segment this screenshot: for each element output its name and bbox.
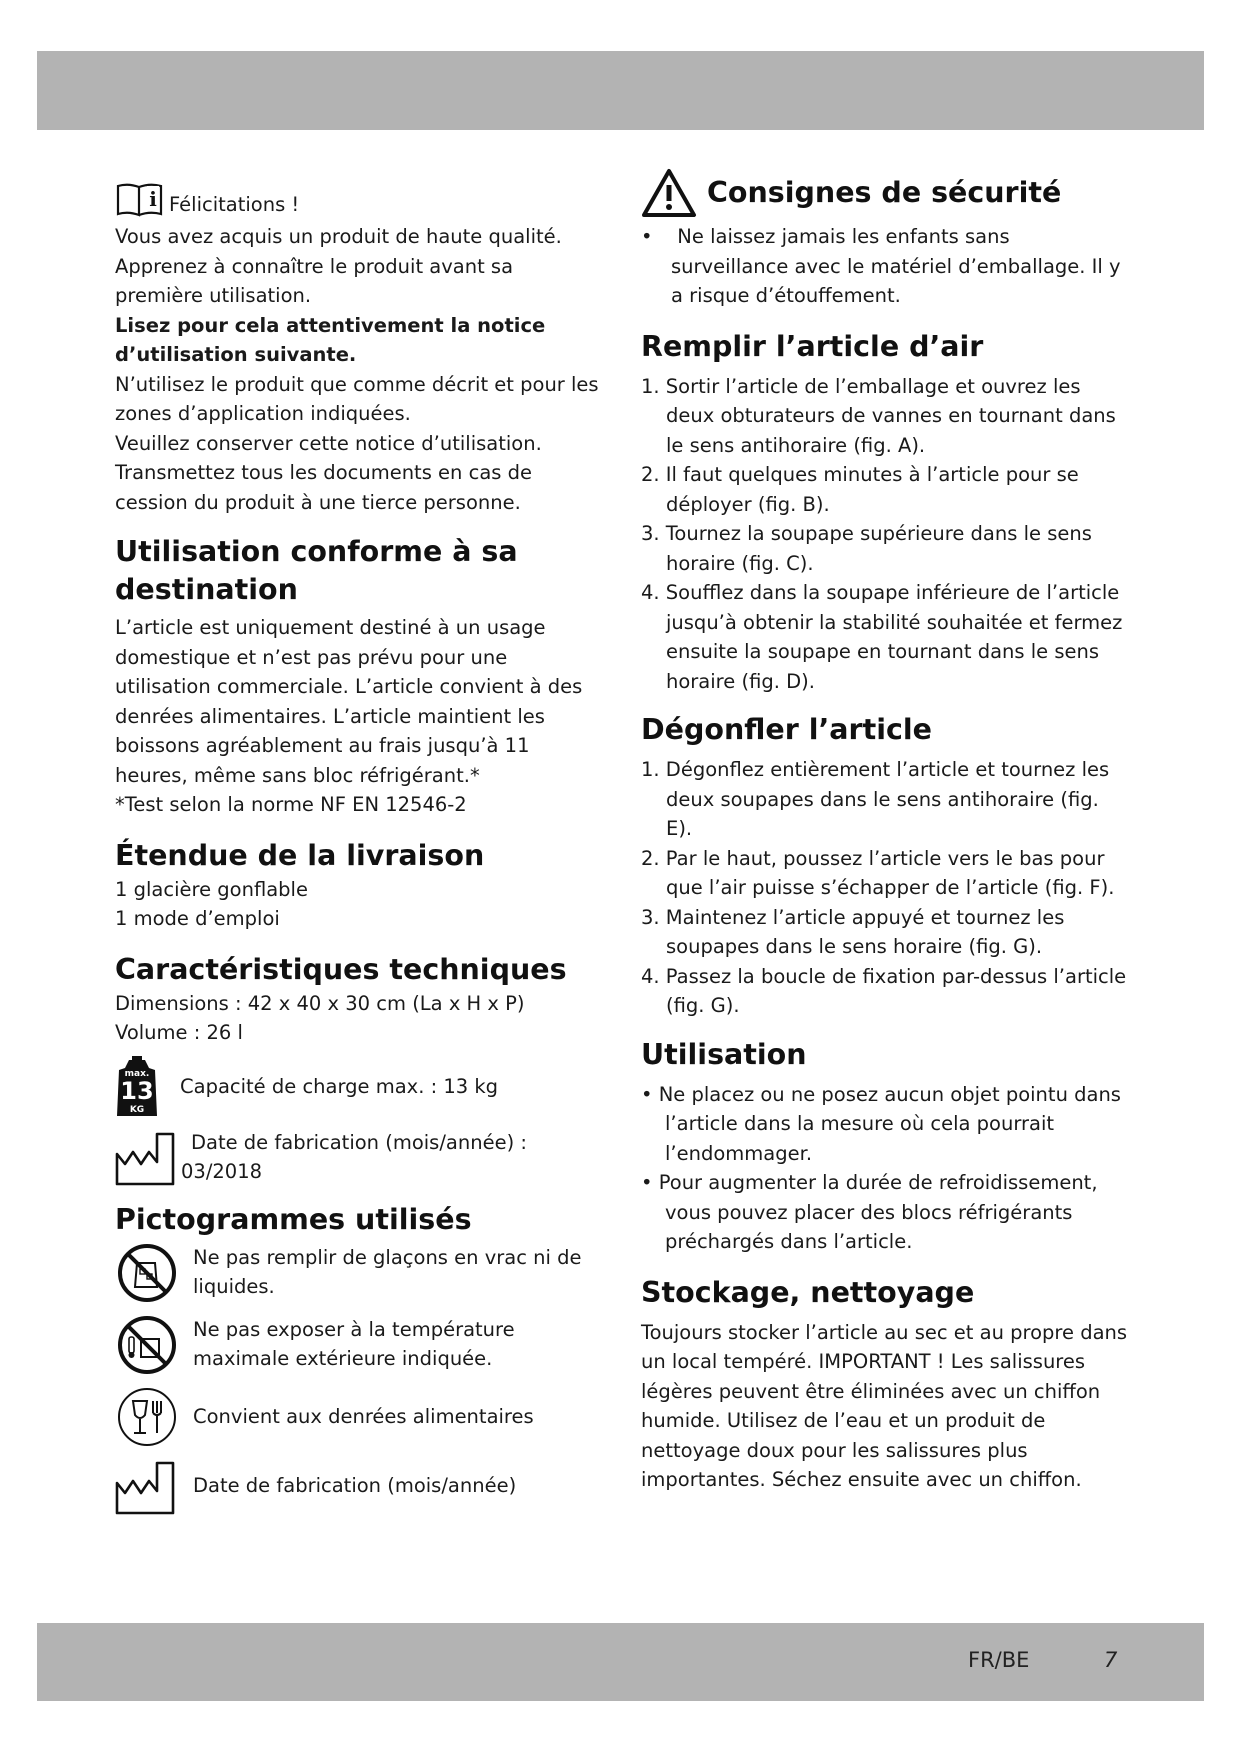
picto-row (115, 1313, 605, 1377)
capacity-row (115, 1054, 605, 1120)
list-item: 4. Passez la boucle de fixation par-dessus l’article (fig. G). (641, 964, 1127, 1017)
safety-list (641, 222, 1131, 311)
intro-greeting-row (115, 182, 605, 218)
right-column (641, 168, 1131, 1495)
list-item: 4. Soufflez dans la soupape inférieure de l’article jusqu’à obtenir la stabilité souhaitée et fermez ensuite la soupape en tournant dans le sens horaire (fig. D). (641, 581, 1123, 693)
factory-icon (115, 1128, 177, 1186)
capacity-text: Capacité de charge max. : 13 kg (180, 1074, 499, 1098)
no-ice-icon (115, 1241, 179, 1305)
factory-icon (115, 1457, 177, 1515)
manufacture-date: 03/2018 (181, 1160, 263, 1183)
picto-row (115, 1457, 605, 1515)
weight-max-icon (115, 1054, 159, 1120)
list-item: • Ne placez ou ne posez aucun objet pointu dans l’article dans la mesure où cela pourrait l’endommager. (641, 1082, 1121, 1165)
delivery-item: 1 mode d’emploi (115, 907, 280, 930)
storage-text: Toujours stocker l’article au sec et au propre dans un local tempéré. IMPORTANT ! Les salissures légères peuvent être éliminées avec un chiffon humide. Utilisez de l’eau et un produit de nettoyage doux pour les salissures plus importantes. Séchez ensuite avec un chiffon. (641, 1320, 1128, 1491)
list-item: 3. Maintenez l’article appuyé et tournez les soupapes dans le sens horaire (fig. G). (641, 905, 1065, 958)
list-item: 2. Il faut quelques minutes à l’article pour se déployer (fig. B). (641, 463, 1079, 516)
picto-text-no-ice: Ne pas remplir de glaçons en vrac ni de liquides. (193, 1245, 582, 1298)
manufacture-row (115, 1128, 605, 1187)
delivery-item: 1 glacière gonflable (115, 877, 308, 901)
usage-title: Utilisation conforme à sa destination (115, 535, 518, 606)
use-list (641, 1080, 1131, 1257)
left-column (115, 182, 605, 1515)
intro-paragraph-3: Veuillez conserver cette notice d’utilisation. Transmettez tous les documents en cas de cession du produit à une tierce personne. (115, 431, 542, 514)
safety-title: Consignes de sécurité (707, 176, 1062, 209)
tech-title: Caractéristiques techniques (115, 952, 567, 986)
picto-row (115, 1241, 605, 1305)
delivery-title: Étendue de la livraison (115, 838, 485, 872)
page-number: 7 (1104, 1648, 1118, 1672)
storage-title: Stockage, nettoyage (641, 1275, 975, 1309)
tech-dimensions: Dimensions : 42 x 40 x 30 cm (La x H x P) (115, 991, 525, 1015)
food-safe-icon (115, 1385, 179, 1449)
weight-icon-unit: KG (129, 1104, 145, 1115)
footer-language: FR/BE (968, 1648, 1030, 1672)
list-item: • Ne laissez jamais les enfants sans surveillance avec le matériel d’emballage. Il y a risque d’étouffement. (641, 225, 1121, 307)
picto-text-no-heat: Ne pas exposer à la température maximale extérieure indiquée. (193, 1317, 515, 1370)
tech-volume: Volume : 26 l (115, 1021, 243, 1044)
deflate-steps (641, 755, 1131, 1021)
intro-bold-note: Lisez pour cela attentivement la notice d’utilisation suivante. (115, 313, 546, 366)
weight-icon-number: 13 (120, 1076, 154, 1105)
list-item: 3. Tournez la soupape supérieure dans le sens horaire (fig. C). (641, 522, 1092, 575)
no-heat-icon (115, 1313, 179, 1377)
fill-steps (641, 372, 1131, 697)
list-item: 1. Dégonflez entièrement l’article et tournez les deux soupapes dans le sens antihoraire (fig. E). (641, 758, 1110, 840)
header-band (37, 51, 1204, 130)
safety-item-text: Ne laissez jamais les enfants sans surveillance avec le matériel d’emballage. Il y a risque d’étouffement. (671, 225, 1121, 307)
list-item: 1. Sortir l’article de l’emballage et ouvrez les deux obturateurs de vannes en tournant dans le sens antihoraire (fig. A). (641, 374, 1116, 457)
manufacture-label: Date de fabrication (mois/année) : (191, 1130, 527, 1154)
svg-text:i: i (149, 187, 157, 211)
safety-heading (641, 168, 1131, 218)
picto-row (115, 1385, 605, 1449)
pictos-title: Pictogrammes utilisés (115, 1202, 472, 1236)
manufacture-text (181, 1128, 527, 1187)
intro-paragraph-2: N’utilisez le produit que comme décrit et pour les zones d’application indiquées. (115, 372, 599, 425)
usage-note: *Test selon la norme NF EN 12546-2 (115, 793, 467, 816)
warning-triangle-icon (641, 168, 697, 218)
list-item: 2. Par le haut, poussez l’article vers le bas pour que l’air puisse s’échapper de l’article (fig. F). (641, 846, 1115, 899)
use-title: Utilisation (641, 1037, 807, 1071)
list-item: • Pour augmenter la durée de refroidissement, vous pouvez placer des blocs réfrigérants préchargés dans l’article. (641, 1171, 1098, 1253)
deflate-title: Dégonfler l’article (641, 713, 932, 746)
intro-greeting: Félicitations ! (169, 193, 300, 216)
weight-icon-top-text: max. (124, 1068, 150, 1079)
fill-title: Remplir l’article d’air (641, 329, 984, 363)
picto-text-food: Convient aux denrées alimentaires (193, 1404, 534, 1428)
info-book-icon (115, 182, 165, 218)
intro-paragraph-1: Vous avez acquis un produit de haute qualité. Apprenez à connaître le produit avant sa première utilisation. (115, 225, 562, 307)
picto-text-manufacture: Date de fabrication (mois/année) (193, 1473, 517, 1497)
usage-text: L’article est uniquement destiné à un usage domestique et n’est pas prévu pour une utilisation commerciale. L’article convient à des denrées alimentaires. L’article maintient les boissons agréablement au frais jusqu’à 11 heures, même sans bloc réfrigérant.* (115, 616, 583, 787)
